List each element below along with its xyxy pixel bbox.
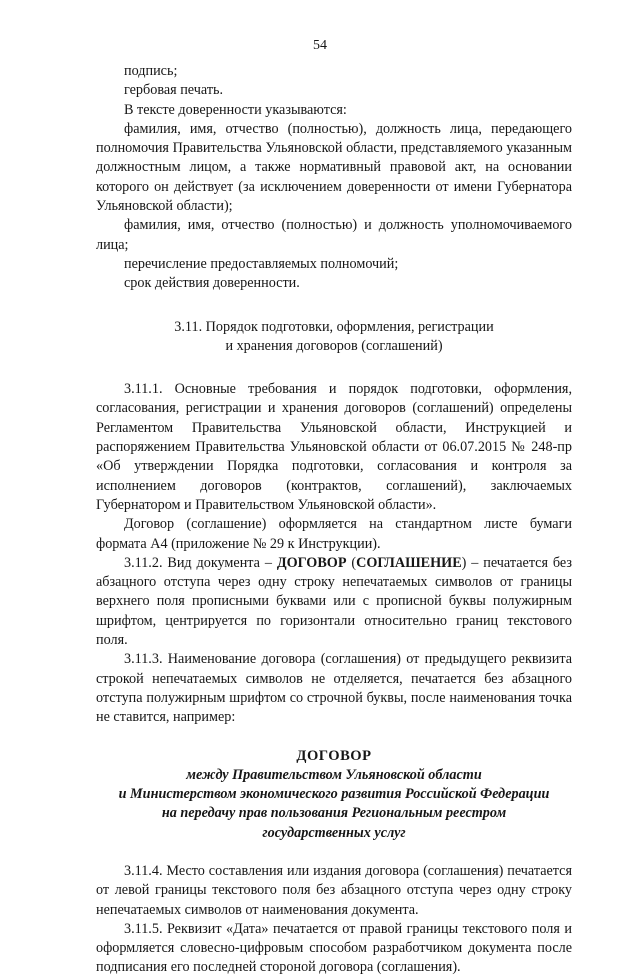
list-item: подпись; <box>124 63 178 79</box>
example-block <box>96 747 572 843</box>
list-item: фамилия, имя, отчество (полностью) и должность уполномочиваемого лица; <box>96 217 572 253</box>
page-number: 54 <box>313 38 327 53</box>
text-run: ( <box>346 554 357 571</box>
paragraph-format: Договор (соглашение) оформляется на стандартном листе бумаги формата А4 (приложение № 29 к Инструкции). <box>96 516 572 552</box>
text-run: 3.11.2. Вид документа – <box>124 554 277 571</box>
section-title-line: и хранения договоров (соглашений) <box>225 337 443 354</box>
section-heading <box>96 318 572 357</box>
example-line: и Министерством экономического развития Российской Федерации <box>118 786 550 803</box>
example-title: ДОГОВОР <box>296 747 372 764</box>
paragraph-3-11-5: 3.11.5. Реквизит «Дата» печатается от правой границы текстового поля и оформляется словесно-цифровым способом разработчиком документа после подписания его последней стороной договора (соглашения). <box>96 920 572 976</box>
text-run: ) – печатается без абзацного отступа через одну строку непечатаемых символов от границы верхнего поля прописными буквами или с прописной буквы полужирным шрифтом, центрируется по горизонтали относительно границ текстового поля. <box>96 554 572 649</box>
section-title-line: 3.11. Порядок подготовки, оформления, регистрации <box>174 318 494 335</box>
list-item: срок действия доверенности. <box>124 275 300 292</box>
paragraph-3-11-2 <box>96 554 572 650</box>
doc-type-bold: ДОГОВОР <box>276 554 347 571</box>
paragraph-3-11-3: 3.11.3. Наименование договора (соглашения) от предыдущего реквизита строкой непечатаемых символов не отделяется, печатается без абзацного отступа полужирным шрифтом со строчной буквы, после наименования точка не ставится, например: <box>96 651 572 726</box>
example-line: государственных услуг <box>262 824 406 841</box>
paragraph-3-11-1: 3.11.1. Основные требования и порядок подготовки, оформления, согласования, регистрации и хранения договоров (соглашений) определены Регламентом Правительства Ульяновской области, Инструкцией и распоряжением Правительства Ульяновской области от 06.07.2015 № 248-пр «Об утверждении Порядка подготовки, согласования и контроля за исполнением договоров (контрактов, соглашений), заключаемых Губернатором и Правительством Ульяновской области». <box>96 381 572 513</box>
list-item: перечисление предоставляемых полномочий; <box>124 255 399 272</box>
example-line: на передачу прав пользования Региональным реестром <box>161 805 507 822</box>
list-item: гербовая печать. <box>124 82 224 99</box>
proxy-intro: В тексте доверенности указываются: <box>124 101 347 118</box>
example-line: между Правительством Ульяновской области <box>186 766 482 783</box>
page-content <box>96 62 572 978</box>
list-item: фамилия, имя, отчество (полностью), должность лица, передающего полномочия Правительства Ульяновской области, представляемого указанным должностным лицом, а также нормативный правовой акт, на основании которого он действует (за исключением доверенности от имени Губернатора Ульяновской области); <box>96 120 572 215</box>
paragraph-3-11-4: 3.11.4. Место составления или издания договора (соглашения) печатается от левой границы текстового поля без абзацного отступа через одну строку непечатаемых символов от наименования документа. <box>96 862 572 918</box>
doc-type-bold-alt: СОГЛАШЕНИЕ <box>356 554 462 571</box>
